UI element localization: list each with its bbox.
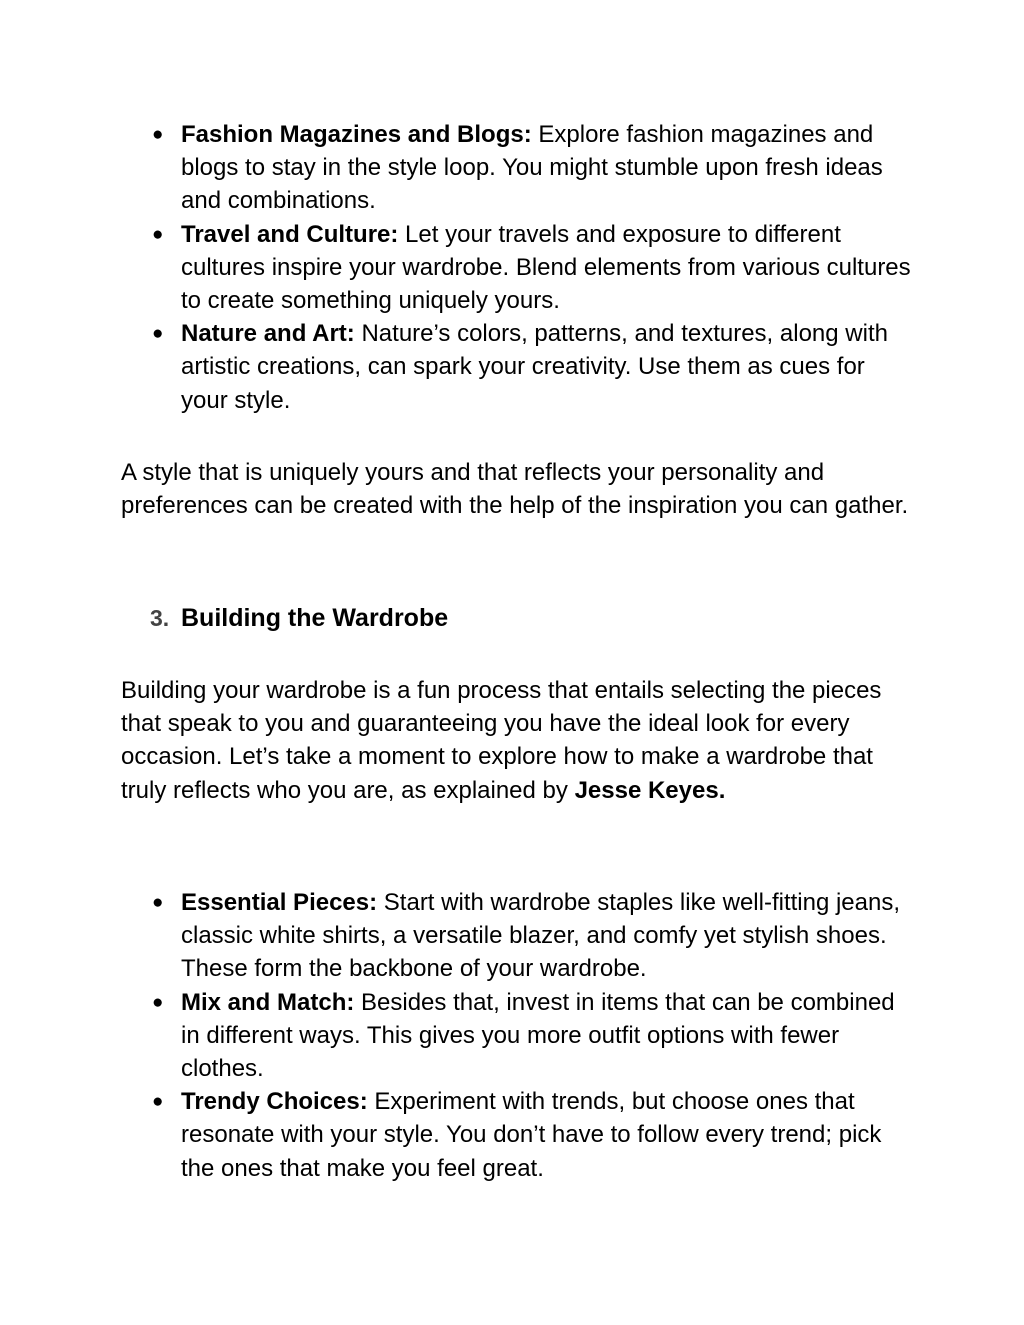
bullet-icon: ●: [152, 323, 164, 345]
list-item-title: Nature and Art:: [181, 320, 355, 348]
list-item-text: Let your travels and exposure to different cultures inspire your wardrobe. Blend elements from various cultures to create something uniquely yours.: [181, 220, 911, 315]
bullet-icon: ●: [152, 892, 164, 913]
inspiration-list: [152, 118, 911, 417]
author-name: Jesse Keyes.: [574, 776, 726, 804]
wardrobe-intro-paragraph: [121, 674, 911, 807]
list-item-text: Explore fashion magazines and blogs to stay in the style loop. You might stumble upon fresh ideas and combinations.: [181, 121, 883, 215]
list-item-title: Fashion Magazines and Blogs:: [181, 121, 532, 148]
list-item-title: Essential Pieces:: [181, 889, 378, 916]
list-item-text: Besides that, invest in items that can be combined in different ways. This gives you more outfit options with fewer clothes.: [181, 988, 895, 1083]
bullet-icon: ●: [152, 223, 164, 245]
list-item-nature-art: [152, 317, 911, 417]
list-item-text: Experiment with trends, but choose ones that resonate with your style. You don’t have to follow every trend; pick the ones that make you feel great.: [181, 1088, 882, 1182]
list-item-title: Travel and Culture:: [181, 220, 399, 248]
section-title: Building the Wardrobe: [181, 604, 449, 632]
section-number: 3.: [150, 605, 170, 631]
bullet-icon: ●: [152, 124, 164, 145]
list-item-trendy-choices: [152, 1085, 911, 1185]
list-item-title: Mix and Match:: [181, 988, 355, 1016]
section-heading: [150, 600, 448, 636]
wardrobe-list: [152, 886, 911, 1185]
list-item-essential-pieces: [152, 886, 911, 986]
list-item-text: Nature’s colors, patterns, and textures, along with artistic creations, can spark your creativity. Use them as cues for your style.: [181, 320, 888, 414]
list-item-travel-culture: [152, 218, 911, 318]
bullet-icon: ●: [152, 1091, 164, 1113]
bullet-icon: ●: [152, 991, 164, 1013]
list-item-text: Start with wardrobe staples like well-fitting jeans, classic white shirts, a versatile blazer, and comfy yet stylish shoes. These form the backbone of your wardrobe.: [181, 889, 901, 983]
list-item-mix-match: [152, 986, 911, 1086]
list-item-title: Trendy Choices:: [181, 1088, 368, 1116]
paragraph-text: Building your wardrobe is a fun process that entails selecting the pieces that speak to you and guaranteeing you have the ideal look for every occasion. Let’s take a moment to explore how to make a wardrobe that truly reflects who you are, as explained by: [121, 677, 882, 804]
list-item-fashion-magazines: [152, 118, 911, 218]
inspiration-summary-paragraph: A style that is uniquely yours and that reflects your personality and preferences can be created with the help of the inspiration you can gather.: [121, 459, 909, 520]
